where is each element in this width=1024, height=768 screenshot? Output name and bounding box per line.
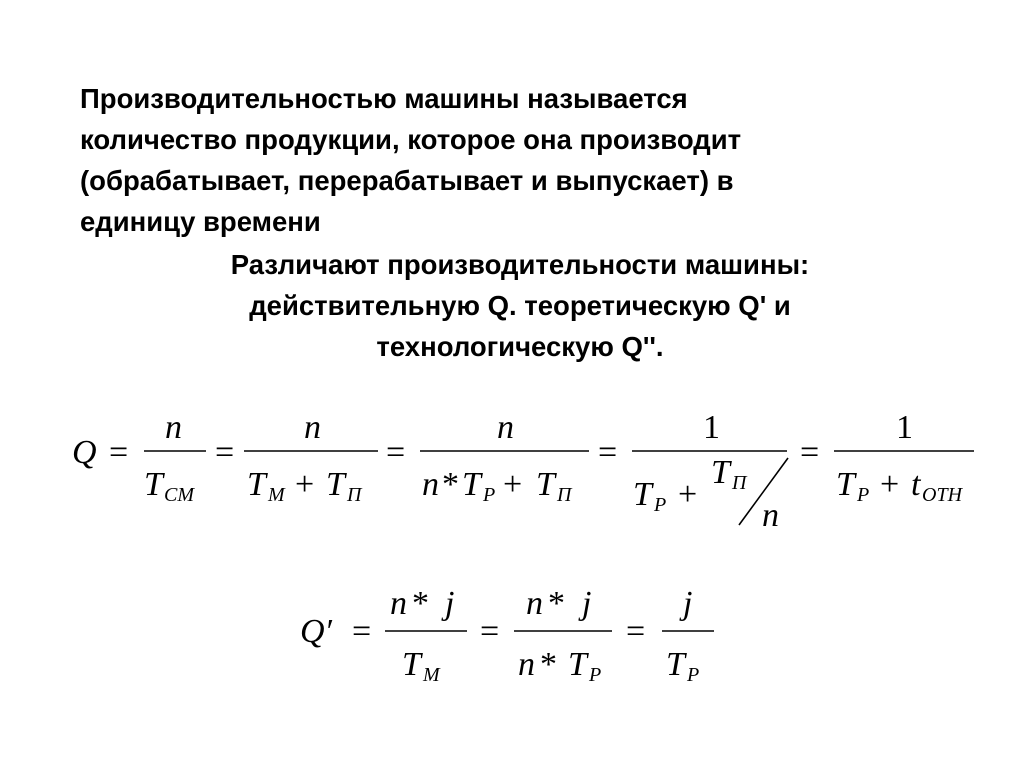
formula2-frac2-n: n bbox=[526, 585, 543, 622]
formula1-frac3-sub1: Р bbox=[483, 484, 496, 506]
formula1-frac3-T1: T bbox=[462, 466, 481, 503]
formula1-frac3-numerator: n bbox=[497, 409, 514, 446]
formula2-eq-2: = bbox=[480, 613, 500, 650]
formula1-frac4-sub1: Р bbox=[654, 494, 667, 516]
formula1-frac2-plus: + bbox=[295, 466, 315, 503]
formula2-frac1-T: T bbox=[402, 646, 421, 683]
formula2-frac1-n: n bbox=[390, 585, 407, 622]
formula2-lhs: Q′ bbox=[300, 613, 332, 650]
formula1-frac5-T: T bbox=[836, 466, 855, 503]
formula1-frac5-sub1: Р bbox=[857, 484, 870, 506]
formula1-frac5-numerator: 1 bbox=[896, 409, 913, 446]
formula2-frac2-star: * bbox=[548, 585, 565, 622]
formula1-eq-2: = bbox=[215, 434, 235, 471]
formula1-frac2-T2: T bbox=[326, 466, 345, 503]
definition-paragraph: Производительностью машины называется количество продукции, которое она производит (обрабатывает, перерабатывает и выпускает) в единицу времени bbox=[80, 83, 742, 237]
formula1-frac1-numerator: n bbox=[165, 409, 182, 446]
formula1-frac4-numerator: 1 bbox=[703, 409, 720, 446]
formula1-frac4-T1: T bbox=[633, 476, 652, 513]
formula1-frac3-sub2: П bbox=[557, 484, 572, 506]
formula2-frac2-j: j bbox=[582, 585, 592, 622]
formula1-eq-4: = bbox=[598, 434, 618, 471]
formula1-lhs: Q bbox=[72, 434, 97, 471]
productivity-types-paragraph: Различают производительности машины: действительную Q. теоретическую Q' и технологическую Q''. bbox=[230, 249, 810, 362]
formula2-frac2-T: T bbox=[568, 646, 587, 683]
formula1-frac3-T2: T bbox=[536, 466, 555, 503]
formula1-eq-1: = bbox=[109, 434, 129, 471]
formula1-eq-3: = bbox=[386, 434, 406, 471]
formula1-frac5-sub2: ОТН bbox=[922, 484, 963, 506]
formula1-frac4-n: n bbox=[762, 497, 779, 534]
formula2-eq-3: = bbox=[626, 613, 646, 650]
formula2-frac1-sub: М bbox=[423, 664, 440, 686]
formula2-frac3-sub: Р bbox=[687, 664, 700, 686]
formula2-frac2-sub: Р bbox=[589, 664, 602, 686]
formula2-frac3-T: T bbox=[666, 646, 685, 683]
formula2-frac2-star2: * bbox=[540, 646, 557, 683]
formula1-frac4-plus: + bbox=[678, 476, 698, 513]
formula2-frac1-j: j bbox=[445, 585, 455, 622]
formula2-eq-1: = bbox=[352, 613, 372, 650]
formula1-eq-5: = bbox=[800, 434, 820, 471]
formula1-frac3-plus: + bbox=[503, 466, 523, 503]
formula1-frac5-plus: + bbox=[880, 466, 900, 503]
formula1-frac2-T1: T bbox=[247, 466, 266, 503]
formula2-frac1-star: * bbox=[412, 585, 429, 622]
formula1-frac2-numerator: n bbox=[304, 409, 321, 446]
formula2-frac3-j: j bbox=[683, 585, 693, 622]
formula1-frac3-n: n bbox=[422, 466, 439, 503]
formula2-frac2-n2: n bbox=[518, 646, 535, 683]
formula1-frac1-T: T bbox=[144, 466, 163, 503]
formula1-frac5-t: t bbox=[911, 466, 921, 503]
formula1-frac4-sub2: П bbox=[732, 472, 747, 494]
formula1-frac4-T2: T bbox=[711, 454, 730, 491]
formula1-frac1-sub: СМ bbox=[164, 484, 194, 506]
formula1-frac2-sub2: П bbox=[347, 484, 362, 506]
formula1-frac3-star: * bbox=[442, 466, 459, 503]
formula1-frac2-sub1: М bbox=[268, 484, 285, 506]
